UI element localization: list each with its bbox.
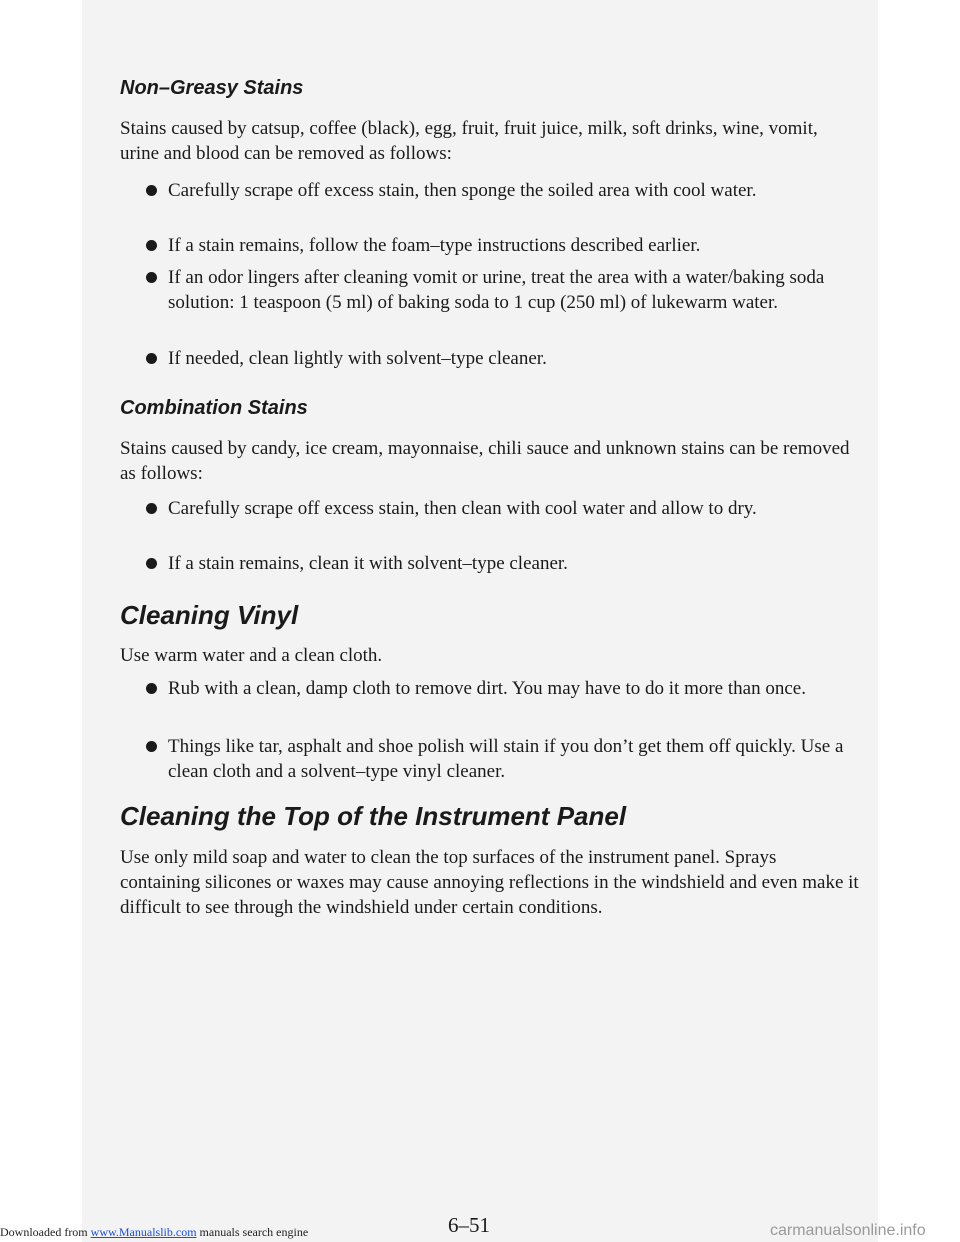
list-item <box>142 178 860 203</box>
bullet-icon <box>146 741 157 752</box>
heading-instrument-panel: Cleaning the Top of the Instrument Panel <box>120 801 627 831</box>
list-item <box>142 346 860 371</box>
bullet-icon <box>146 503 157 514</box>
heading-non-greasy-stains: Non–Greasy Stains <box>120 77 304 99</box>
watermark: carmanualsonline.info <box>770 1222 926 1239</box>
list-item-text: If a stain remains, follow the foam–type instructions described earlier. <box>168 235 701 256</box>
paragraph-vinyl-intro: Use warm water and a clean cloth. <box>120 645 383 666</box>
list-item-text: Carefully scrape off excess stain, then clean with cool water and allow to dry. <box>168 498 757 519</box>
list-item-text: Rub with a clean, damp cloth to remove dirt. You may have to do it more than once. <box>168 678 806 699</box>
list-item <box>142 734 860 784</box>
download-notice-suffix: manuals search engine <box>196 1225 309 1239</box>
bullet-icon <box>146 185 157 196</box>
manualslib-link[interactable]: www.Manualslib.com <box>90 1225 197 1239</box>
download-notice <box>0 1225 308 1240</box>
list-item <box>142 551 860 576</box>
page-number: 6–51 <box>448 1213 490 1237</box>
download-notice-prefix: Downloaded from <box>0 1225 91 1239</box>
list-item-text: Things like tar, asphalt and shoe polish will stain if you don’t get them off quickly. Use a clean cloth and a solvent–type vinyl cleaner. <box>168 736 844 782</box>
paragraph-combination-intro: Stains caused by candy, ice cream, mayonnaise, chili sauce and unknown stains can be removed as follows: <box>120 438 850 484</box>
list-item <box>142 676 860 701</box>
list-item-text: Carefully scrape off excess stain, then sponge the soiled area with cool water. <box>168 180 757 201</box>
bullet-icon <box>146 353 157 364</box>
list-item <box>142 496 860 521</box>
bullet-icon <box>146 683 157 694</box>
heading-cleaning-vinyl: Cleaning Vinyl <box>120 600 299 630</box>
bullet-icon <box>146 558 157 569</box>
bullet-icon <box>146 240 157 251</box>
list-item-text: If a stain remains, clean it with solvent–type cleaner. <box>168 553 568 574</box>
bullet-icon <box>146 272 157 283</box>
list-item-text: If needed, clean lightly with solvent–type cleaner. <box>168 348 547 369</box>
list-item <box>142 233 860 258</box>
heading-combination-stains: Combination Stains <box>120 397 308 419</box>
paragraph-instrument-panel: Use only mild soap and water to clean the top surfaces of the instrument panel. Sprays containing silicones or waxes may cause annoying reflections in the windshield and even make it difficult to see through the windshield under certain conditions. <box>120 847 859 918</box>
list-item <box>142 265 860 315</box>
list-item-text: If an odor lingers after cleaning vomit or urine, treat the area with a water/baking soda solution: 1 teaspoon (5 ml) of baking soda to 1 cup (250 ml) of lukewarm water. <box>168 267 825 313</box>
paragraph-non-greasy-intro: Stains caused by catsup, coffee (black), egg, fruit, fruit juice, milk, soft drinks, wine, vomit, urine and blood can be removed as follows: <box>120 118 818 164</box>
